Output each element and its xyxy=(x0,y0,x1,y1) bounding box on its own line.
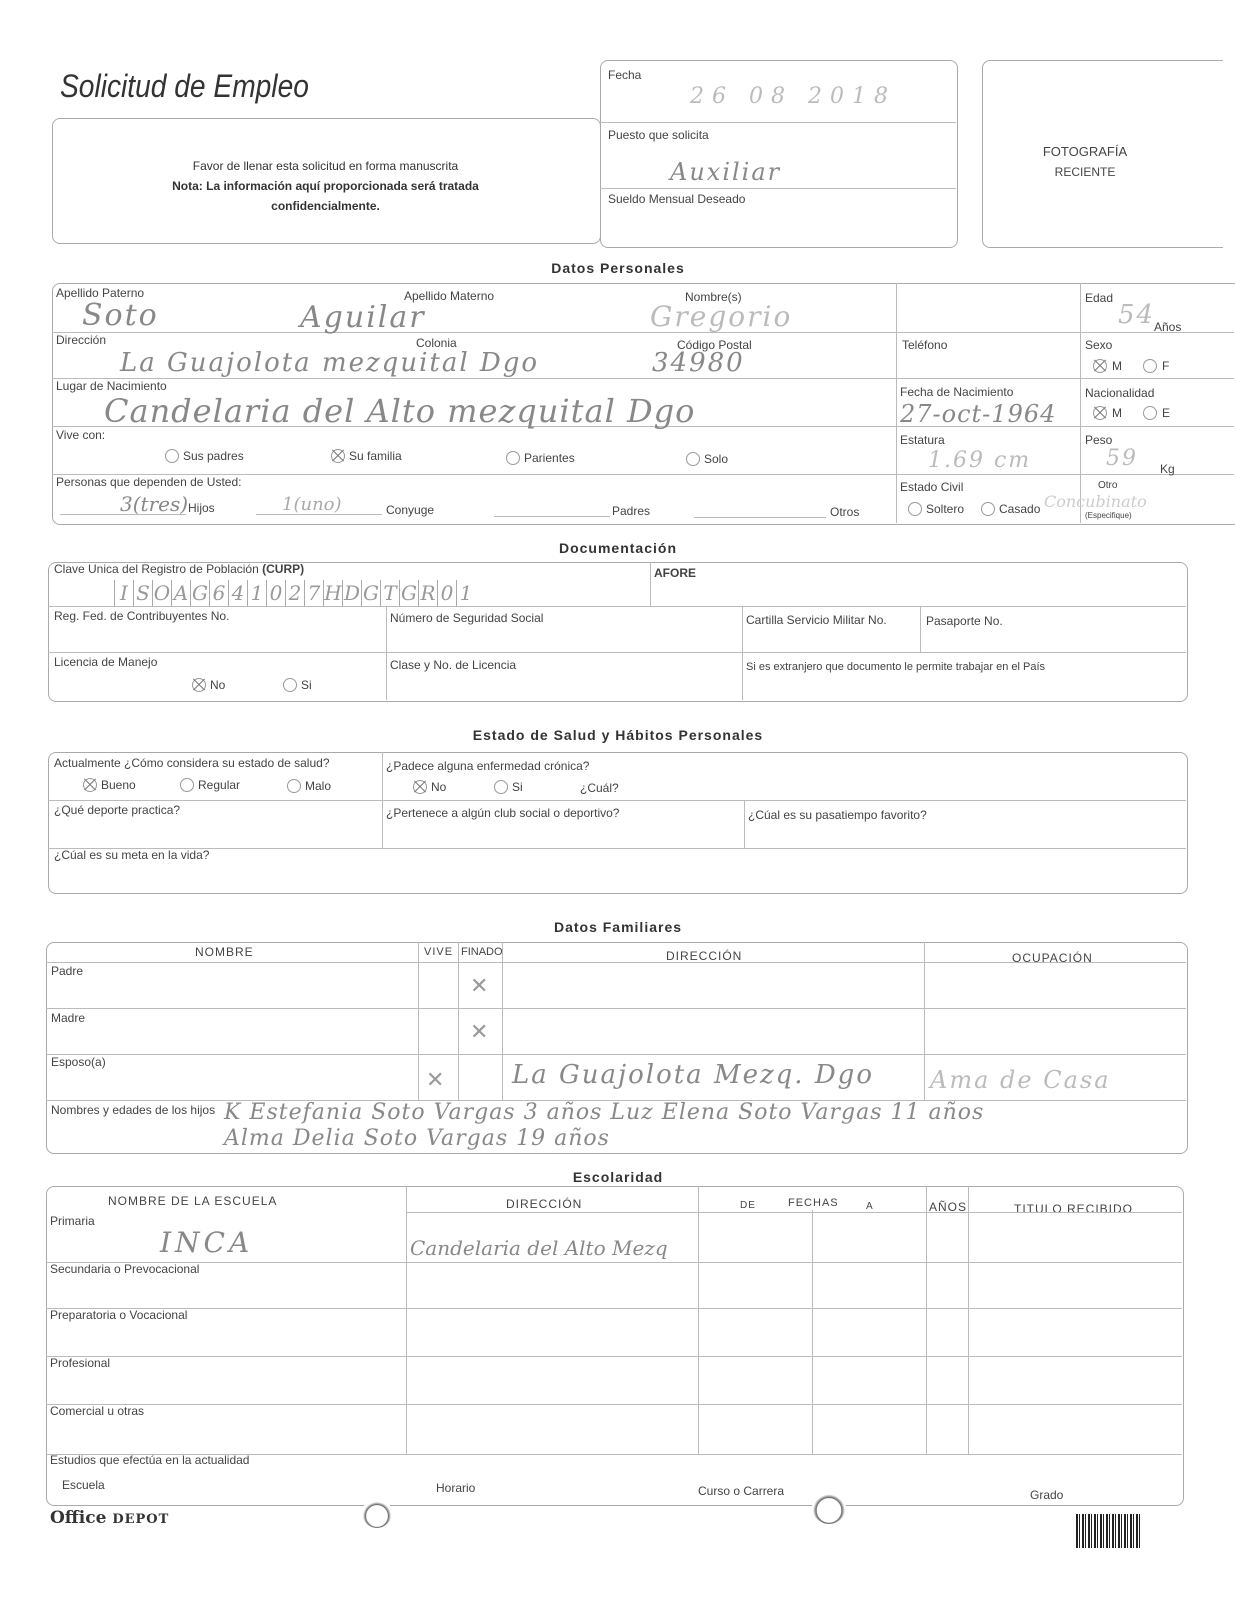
esc-col-escuela: NOMBRE DE LA ESCUELA xyxy=(108,1194,278,1208)
soltero-label: Soltero xyxy=(926,502,965,516)
fam-col-direccion: DIRECCIÓN xyxy=(666,949,743,963)
esc-col-de: DE xyxy=(740,1200,756,1211)
licencia-no-radio[interactable] xyxy=(192,678,206,692)
notice-line-3: confidencialmente. xyxy=(271,199,380,213)
cp-label: Código Postal xyxy=(677,338,752,352)
nacionalidad-label: Nacionalidad xyxy=(1085,386,1155,400)
rfc-label: Reg. Fed. de Contribuyentes No. xyxy=(54,609,230,623)
hijos-value[interactable]: 3(tres) xyxy=(120,492,189,516)
hijos-label: Hijos xyxy=(188,501,215,515)
brand-b: DEPOT xyxy=(112,1512,170,1527)
cronica-label: ¿Padece alguna enfermedad crónica? xyxy=(386,759,590,773)
grado-label: Grado xyxy=(1030,1488,1064,1502)
licencia-si-label: Si xyxy=(301,678,312,692)
pasatiempo-label: ¿Cúal es su pasatiempo favorito? xyxy=(748,808,927,822)
lugar-label: Lugar de Nacimiento xyxy=(56,379,167,393)
curp-char-cell[interactable]: G xyxy=(192,581,208,605)
cronica-si-label: Si xyxy=(512,780,523,794)
curp-char-cell[interactable]: H xyxy=(324,581,342,605)
curp-label-b: (CURP) xyxy=(262,562,305,576)
hijos-line-1[interactable]: K Estefania Soto Vargas 3 años Luz Elena Soto Vargas 11 años xyxy=(224,1100,985,1125)
sexo-f-radio[interactable] xyxy=(1143,359,1157,373)
curp-char-cell[interactable]: 4 xyxy=(228,580,247,606)
photo-placeholder xyxy=(982,142,1188,182)
padre-finado-mark[interactable]: ✕ xyxy=(470,974,489,999)
curp-char-cell[interactable]: D xyxy=(343,581,361,605)
bueno-radio[interactable] xyxy=(83,778,97,792)
otros-label: Otros xyxy=(830,505,860,519)
puesto-value[interactable]: Auxiliar xyxy=(670,158,782,186)
conyuge-value[interactable]: 1(uno) xyxy=(282,494,342,515)
esposo-label: Esposo(a) xyxy=(51,1055,106,1069)
casado-label: Casado xyxy=(999,502,1041,516)
edad-value[interactable]: 54 xyxy=(1118,300,1156,330)
curp-char-cell[interactable]: 1 xyxy=(456,580,475,606)
bueno-label: Bueno xyxy=(101,778,136,792)
escuela-label: Escuela xyxy=(62,1478,105,1492)
ap-paterno-label: Apellido Paterno xyxy=(56,286,145,300)
anos-label: Años xyxy=(1154,320,1182,334)
section-familiares: Datos Familiares xyxy=(553,919,683,935)
ap-materno-label: Apellido Materno xyxy=(404,289,495,303)
barcode xyxy=(1076,1514,1142,1548)
actual-label: Estudios que efectúa en la actualidad xyxy=(50,1453,250,1467)
primaria-label: Primaria xyxy=(50,1214,95,1228)
profesional-label: Profesional xyxy=(50,1356,111,1370)
photo-line-1: FOTOGRAFÍA xyxy=(1042,144,1128,159)
horario-label: Horario xyxy=(436,1481,476,1495)
estado-civil-label: Estado Civil xyxy=(900,480,964,494)
sexo-m-label: M xyxy=(1112,359,1122,373)
colonia-label: Colonia xyxy=(416,336,457,350)
casado-radio[interactable] xyxy=(981,502,995,516)
soltero-radio[interactable] xyxy=(908,502,922,516)
madre-finado-mark[interactable]: ✕ xyxy=(470,1020,489,1045)
esc-col-fechas: FECHAS xyxy=(788,1197,839,1209)
curp-char-cell[interactable]: R xyxy=(418,580,437,606)
otro-label: Otro xyxy=(1098,480,1118,491)
hijos-nombres-label: Nombres y edades de los hijos xyxy=(51,1103,216,1117)
primaria-direccion[interactable]: Candelaria del Alto Mezq xyxy=(410,1236,668,1260)
malo-radio[interactable] xyxy=(287,779,301,793)
nombres-value[interactable]: Gregorio xyxy=(650,300,793,333)
curp-char-cell[interactable]: G xyxy=(401,581,417,605)
curso-label: Curso o Carrera xyxy=(698,1484,785,1498)
ap-materno-value[interactable]: Aguilar xyxy=(300,300,426,335)
club-label: ¿Pertenece a algún club social o deportivo? xyxy=(386,806,620,820)
padres-label: Padres xyxy=(612,504,651,518)
telefono-label: Teléfono xyxy=(902,338,948,352)
section-salud: Estado de Salud y Hábitos Personales xyxy=(472,727,764,743)
curp-char-cell[interactable]: G xyxy=(363,581,379,605)
esc-col-direccion: DIRECCIÓN xyxy=(506,1197,583,1211)
regular-radio[interactable] xyxy=(180,778,194,792)
curp-char-cell[interactable]: 0 xyxy=(437,580,456,606)
malo-label: Malo xyxy=(305,779,332,793)
punch-hole-right xyxy=(812,1490,846,1524)
sexo-f-label: F xyxy=(1162,359,1170,373)
estado-salud-label: Actualmente ¿Cómo considera su estado de salud? xyxy=(54,756,330,770)
otro-value[interactable]: Concubinato xyxy=(1044,492,1147,511)
curp-label xyxy=(54,562,304,576)
conyuge-label: Conyuge xyxy=(386,503,435,517)
puesto-label: Puesto que solicita xyxy=(608,128,709,142)
form-title: Solicitud de Empleo xyxy=(60,68,309,104)
fecha-value[interactable]: 26 08 2018 xyxy=(690,84,896,109)
esposo-vive-mark[interactable]: ✕ xyxy=(426,1068,445,1093)
peso-label: Peso xyxy=(1085,433,1113,447)
cronica-no-label: No xyxy=(431,780,447,794)
nac-e-label: E xyxy=(1162,406,1171,420)
cp-value[interactable]: 34980 xyxy=(652,348,745,378)
fam-col-vive: VIVE xyxy=(424,946,454,958)
clase-label: Clase y No. de Licencia xyxy=(390,658,517,672)
direccion-value[interactable]: La Guajolota mezquital Dgo xyxy=(120,348,540,378)
licencia-no-label: No xyxy=(210,678,226,692)
secundaria-label: Secundaria o Prevocacional xyxy=(50,1262,200,1276)
comercial-label: Comercial u otras xyxy=(50,1404,145,1418)
curp-char-cell[interactable]: 6 xyxy=(209,580,228,606)
vive-sus-padres-radio[interactable] xyxy=(165,449,179,463)
dependen-label: Personas que dependen de Usted: xyxy=(56,475,242,489)
fecha-nac-label: Fecha de Nacimiento xyxy=(900,385,1014,399)
cronica-no-radio[interactable] xyxy=(413,780,427,794)
primaria-escuela[interactable]: INCA xyxy=(160,1226,254,1259)
madre-label: Madre xyxy=(51,1011,86,1025)
office-depot-logo xyxy=(50,1508,169,1528)
curp-char-cell[interactable]: O xyxy=(153,581,171,605)
vive-con-label: Vive con: xyxy=(56,428,106,442)
nac-m-radio[interactable] xyxy=(1093,406,1107,420)
vive-su-familia-radio[interactable] xyxy=(331,449,345,463)
cual-label: ¿Cuál? xyxy=(580,781,619,795)
cronica-si-radio[interactable] xyxy=(494,780,508,794)
curp-char-cell[interactable]: 7 xyxy=(304,580,323,606)
pasaporte-label: Pasaporte No. xyxy=(926,614,1003,628)
kg-label: Kg xyxy=(1160,462,1175,476)
punch-hole-left xyxy=(362,1498,392,1528)
extranjero-label: Si es extranjero que documento le permite trabajar en el País xyxy=(746,661,1045,673)
esposo-ocupacion[interactable]: Ama de Casa xyxy=(930,1066,1111,1094)
regular-label: Regular xyxy=(198,778,241,792)
fecha-nac-value[interactable]: 27-oct-1964 xyxy=(900,400,1057,428)
vive-sus-padres-label: Sus padres xyxy=(183,449,244,463)
direccion-label: Dirección xyxy=(56,333,107,347)
estatura-value[interactable]: 1.69 cm xyxy=(928,448,1032,473)
vive-parientes-radio[interactable] xyxy=(506,451,520,465)
fecha-label: Fecha xyxy=(608,68,642,82)
curp-char-cell[interactable]: A xyxy=(171,580,190,606)
ap-paterno-value[interactable]: Soto xyxy=(82,298,159,333)
meta-label: ¿Cúal es su meta en la vida? xyxy=(54,848,210,862)
fam-col-finado: FINADO xyxy=(461,946,503,958)
edad-label: Edad xyxy=(1085,291,1114,305)
notice-text xyxy=(52,156,599,216)
sexo-m-radio[interactable] xyxy=(1093,359,1107,373)
vive-parientes-label: Parientes xyxy=(524,451,575,465)
deporte-label: ¿Qué deporte practica? xyxy=(54,803,181,817)
notice-line-2: Nota: La información aquí proporcionada será tratada xyxy=(172,179,479,193)
brand-a: Office xyxy=(50,1508,113,1528)
licencia-si-radio[interactable] xyxy=(283,678,297,692)
nss-label: Número de Seguridad Social xyxy=(390,611,544,625)
nac-m-label: M xyxy=(1112,406,1122,420)
sueldo-label: Sueldo Mensual Deseado xyxy=(608,192,746,206)
curp-char-cell[interactable]: 0 xyxy=(266,580,285,606)
vive-solo-radio[interactable] xyxy=(686,452,700,466)
esposo-direccion[interactable]: La Guajolota Mezq. Dgo xyxy=(512,1060,874,1090)
fam-col-nombre: NOMBRE xyxy=(195,945,254,959)
curp-char-cell[interactable]: I xyxy=(114,580,133,606)
notice-line-1: Favor de llenar esta solicitud en forma manuscrita xyxy=(192,159,459,173)
lugar-value[interactable]: Candelaria del Alto mezquital Dgo xyxy=(104,392,696,430)
peso-value[interactable]: 59 xyxy=(1106,446,1138,471)
preparatoria-label: Preparatoria o Vocacional xyxy=(50,1308,188,1322)
curp-char-cell[interactable]: S xyxy=(133,580,152,606)
photo-line-2: RECIENTE xyxy=(1054,165,1116,179)
afore-label: AFORE xyxy=(654,566,696,580)
cartilla-label: Cartilla Servicio Militar No. xyxy=(746,613,887,627)
estatura-label: Estatura xyxy=(900,433,945,447)
nac-e-radio[interactable] xyxy=(1143,406,1157,420)
licencia-label: Licencia de Manejo xyxy=(54,655,158,669)
padre-label: Padre xyxy=(51,964,84,978)
section-escolaridad: Escolaridad xyxy=(572,1169,664,1185)
esc-col-titulo: TITULO RECIBIDO xyxy=(1014,1202,1134,1216)
salud-box xyxy=(48,752,1188,894)
esc-col-a: A xyxy=(866,1201,874,1212)
hijos-line-2[interactable]: Alma Delia Soto Vargas 19 años xyxy=(224,1126,610,1151)
fam-col-ocupacion: OCUPACIÓN xyxy=(1012,951,1093,965)
vive-su-familia-label: Su familia xyxy=(349,449,402,463)
curp-label-a: Clave Unica del Registro de Población xyxy=(54,562,263,576)
curp-char-cell[interactable]: 2 xyxy=(285,580,304,606)
sexo-label: Sexo xyxy=(1085,338,1113,352)
nombres-label: Nombre(s) xyxy=(685,290,742,304)
curp-cells[interactable] xyxy=(114,580,475,606)
section-documentacion: Documentación xyxy=(558,540,677,556)
curp-char-cell[interactable]: 1 xyxy=(247,580,266,606)
section-datos-personales: Datos Personales xyxy=(551,260,685,276)
esc-col-anos: AÑOS xyxy=(929,1200,968,1214)
vive-solo-label: Solo xyxy=(704,452,729,466)
curp-char-cell[interactable]: T xyxy=(380,580,399,606)
especifique-label: (Especifique) xyxy=(1085,511,1132,520)
